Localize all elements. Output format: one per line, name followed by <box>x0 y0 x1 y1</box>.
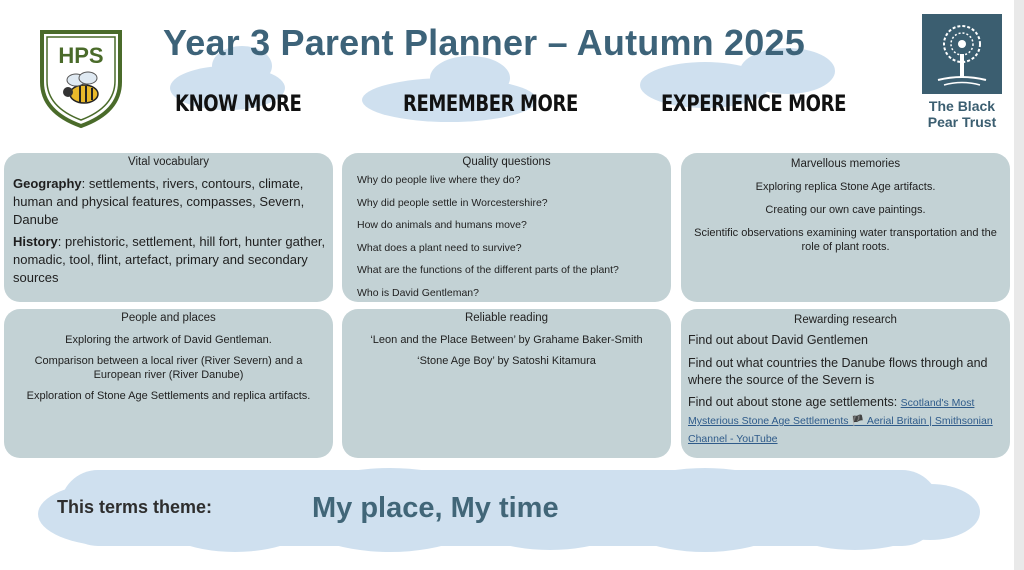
geography-label: Geography <box>13 176 82 191</box>
memories-card <box>681 153 1010 302</box>
reading-item: ‘Stone Age Boy’ by Satoshi Kitamura <box>417 355 596 367</box>
geography-words: : settlements, rivers, contours, climate, human and physical features, compasses, Severn, Danube <box>13 176 305 227</box>
questions-card <box>342 153 671 302</box>
people-places-card <box>4 309 333 458</box>
theme-label: This terms theme: <box>57 497 213 517</box>
school-logo <box>36 26 126 130</box>
history-words: : prehistoric, settlement, hill fort, hunter gather, nomadic, tool, flint, artefact, primary and secondary sources <box>13 234 326 285</box>
research-card <box>681 309 1010 458</box>
svg-text:HPS: HPS <box>58 43 104 68</box>
questions-list <box>342 169 671 304</box>
youtube-video-link[interactable]: Scotland's Most Mysterious Stone Age Settlements 🏴 Aerial Britain | Smithsonian Channel - YouTube <box>688 397 993 445</box>
history-label: History <box>13 234 58 249</box>
memory-item: Creating our own cave paintings. <box>765 204 926 216</box>
question-item: What does a plant need to survive? <box>357 241 522 254</box>
history-vocab <box>13 233 327 287</box>
page-title: Year 3 Parent Planner – Autumn 2025 <box>163 22 805 63</box>
people-item: Exploration of Stone Age Settlements and replica artifacts. <box>26 390 311 402</box>
question-item: Who is David Gentleman? <box>357 286 479 299</box>
trust-logo <box>920 14 1004 132</box>
vocabulary-card <box>4 153 333 302</box>
heading-remember-more: REMEMBER MORE <box>403 92 578 117</box>
memories-title: Marvellous memories <box>790 158 901 170</box>
question-item: How do animals and humans move? <box>357 219 527 231</box>
memory-item: Scientific observations examining water transportation and the role of plant roots. <box>694 227 997 253</box>
heading-know-more: KNOW MORE <box>175 92 302 117</box>
geography-vocab <box>13 175 327 229</box>
reading-item: ‘Leon and the Place Between’ by Grahame Baker-Smith <box>370 334 643 346</box>
question-item: Why do people live where they do? <box>357 174 521 186</box>
research-item-text: Find out about stone age settlements: <box>688 395 901 409</box>
question-item: What are the functions of the different parts of the plant? <box>357 264 619 276</box>
people-places-title: People and places <box>121 312 216 324</box>
vocabulary-title: Vital vocabulary <box>128 156 209 168</box>
people-item: Comparison between a local river (River Severn) and a European river (River Danube) <box>34 355 303 381</box>
tree-icon <box>922 14 1002 94</box>
page-right-border <box>1014 0 1024 570</box>
questions-title: Quality questions <box>462 156 551 168</box>
research-title: Rewarding research <box>794 314 897 326</box>
theme-value: My place, My time <box>312 492 559 524</box>
memory-item: Exploring replica Stone Age artifacts. <box>755 181 936 193</box>
trust-name: The Black Pear Trust <box>927 98 997 130</box>
reading-title: Reliable reading <box>464 312 549 324</box>
people-item: Exploring the artwork of David Gentleman. <box>65 334 272 346</box>
heading-experience-more: EXPERIENCE MORE <box>661 92 846 117</box>
research-item: Find out what countries the Danube flows through and where the source of the Severn is <box>688 356 988 387</box>
reading-card <box>342 309 671 458</box>
research-item: Find out about David Gentlemen <box>688 333 868 347</box>
research-item-settlements <box>688 394 1004 448</box>
question-item: Why did people settle in Worcestershire? <box>357 196 548 209</box>
